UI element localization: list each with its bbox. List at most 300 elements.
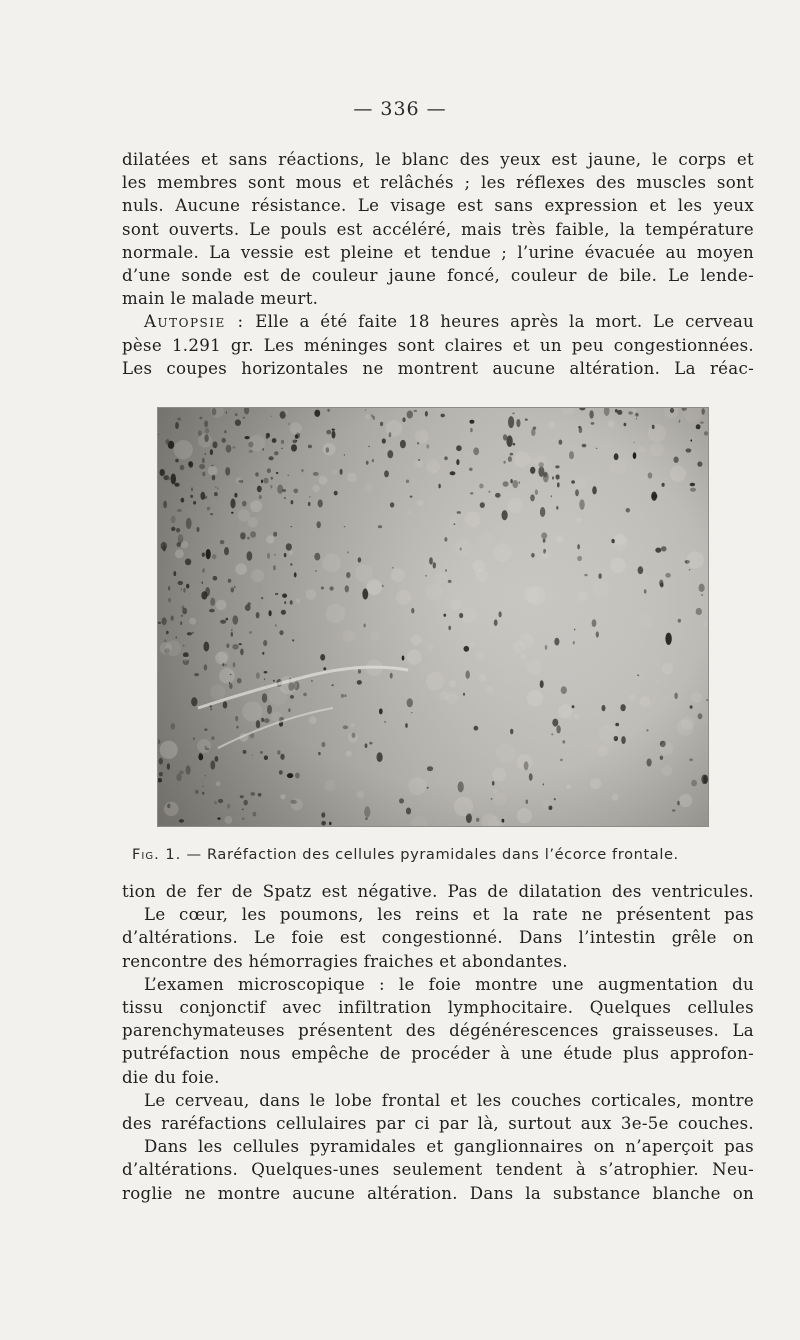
cell-speck	[291, 444, 297, 451]
cell-speck	[181, 615, 182, 617]
micrograph-figure	[158, 408, 708, 826]
cell-speck	[358, 557, 362, 562]
cell-speck	[231, 629, 233, 631]
cell-speck	[494, 619, 498, 626]
tissue-mottle	[629, 694, 636, 701]
cell-speck	[492, 781, 495, 786]
tissue-mottle	[426, 583, 443, 600]
cell-speck	[276, 472, 278, 474]
tissue-mottle	[189, 618, 196, 625]
cell-speck	[181, 588, 182, 590]
tissue-mottle	[599, 724, 618, 743]
tissue-mottle	[386, 420, 403, 437]
cell-speck	[176, 773, 181, 781]
cell-speck	[192, 632, 194, 634]
cell-speck	[202, 792, 204, 795]
cell-speck	[406, 808, 411, 815]
cell-speck	[508, 416, 514, 428]
cell-speck	[407, 698, 413, 707]
cell-speck	[174, 483, 179, 487]
cell-speck	[495, 493, 501, 498]
cell-speck	[280, 754, 284, 760]
tissue-mottle	[291, 799, 303, 811]
cell-speck	[665, 633, 671, 645]
cell-speck	[414, 410, 418, 412]
tissue-mottle	[574, 476, 586, 488]
cell-speck	[263, 478, 268, 484]
cell-speck	[696, 608, 702, 615]
text-line: sont ouverts. Le pouls est accéléré, mais très faible, la température	[122, 219, 754, 239]
cell-speck	[249, 631, 252, 634]
cell-speck	[160, 469, 165, 476]
cell-speck	[384, 721, 386, 722]
tissue-mottle	[448, 519, 458, 529]
cell-speck	[245, 436, 250, 439]
tissue-mottle	[631, 408, 637, 414]
cell-speck	[159, 772, 163, 776]
cell-speck	[410, 496, 413, 498]
tissue-mottle	[494, 543, 512, 561]
cell-speck	[242, 501, 247, 507]
cell-speck	[163, 501, 167, 509]
cell-speck	[407, 411, 413, 419]
cell-speck	[438, 484, 440, 489]
tissue-mottle	[343, 630, 356, 643]
cell-speck	[637, 674, 639, 676]
tissue-mottle	[611, 459, 627, 475]
cell-speck	[240, 795, 244, 798]
cell-speck	[448, 580, 452, 583]
tissue-mottle	[249, 435, 266, 452]
text-line: normale. La vessie est pleine et tendue ; l’urine évacuée au moyen	[122, 242, 754, 262]
cell-speck	[202, 553, 205, 557]
cell-speck	[277, 750, 280, 754]
cell-speck	[273, 532, 277, 537]
cell-speck	[551, 495, 552, 497]
cell-speck	[233, 662, 236, 667]
cell-speck	[470, 428, 473, 432]
cell-speck	[390, 502, 394, 507]
cell-speck	[281, 448, 283, 449]
cell-speck	[502, 510, 508, 520]
cell-speck	[569, 451, 574, 459]
cell-speck	[579, 499, 584, 510]
tissue-mottle	[350, 723, 355, 728]
cell-speck	[701, 594, 703, 596]
tissue-mottle	[407, 511, 411, 515]
cell-speck	[308, 445, 312, 449]
cell-speck	[251, 792, 255, 796]
text-line: putréfaction nous empêche de procéder à une étude plus approfon-	[122, 1044, 754, 1064]
tissue-mottle	[427, 644, 434, 651]
cell-speck	[426, 575, 427, 577]
text-line: d’altérations. Le foie est congestionné. Dans l’intestin grêle on	[122, 928, 754, 948]
cell-speck	[577, 556, 582, 561]
tissue-mottle	[208, 466, 218, 476]
cell-speck	[273, 565, 276, 570]
cell-speck	[340, 469, 343, 475]
cell-speck	[168, 586, 170, 590]
cell-speck	[222, 438, 226, 443]
cell-speck	[284, 497, 286, 499]
cell-speck	[204, 664, 208, 670]
cell-speck	[240, 649, 244, 656]
cell-speck	[206, 549, 211, 559]
cell-speck	[648, 472, 653, 478]
tissue-mottle	[219, 668, 235, 684]
cell-speck	[464, 646, 470, 652]
cell-speck	[226, 445, 232, 453]
text-line: roglie ne montre aucune altération. Dans la substance blanche on	[122, 1183, 754, 1203]
cell-speck	[575, 489, 579, 496]
cell-speck	[552, 476, 554, 479]
cell-speck	[347, 551, 348, 553]
cell-speck	[202, 582, 204, 584]
cell-speck	[365, 817, 368, 820]
cell-speck	[690, 705, 693, 709]
cell-speck	[555, 465, 559, 468]
tissue-mottle	[639, 614, 653, 628]
cell-speck	[402, 418, 405, 423]
cell-speck	[228, 579, 232, 583]
text-line: Le cœur, les poumons, les reins et la rate ne présentent pas	[144, 905, 754, 925]
tissue-mottle	[391, 568, 405, 582]
cell-speck	[476, 818, 479, 822]
cell-speck	[384, 470, 389, 477]
cell-speck	[466, 671, 470, 679]
cell-speck	[329, 822, 331, 825]
cell-speck	[309, 496, 311, 497]
cell-speck	[531, 553, 535, 558]
cell-speck	[341, 694, 344, 698]
micrograph-image	[158, 408, 708, 826]
cell-speck	[215, 756, 219, 762]
cell-speck	[303, 693, 307, 697]
cell-speck	[344, 526, 346, 527]
cell-speck	[185, 559, 191, 566]
cell-speck	[557, 482, 560, 487]
cell-speck	[288, 423, 290, 425]
cell-speck	[364, 624, 366, 628]
cell-speck	[647, 759, 652, 767]
figure-caption-text: — Raréfaction des cellules pyramidales dans l’écorce frontale.	[186, 846, 679, 863]
cell-speck	[473, 447, 479, 455]
tissue-mottle	[539, 575, 543, 579]
figure-label: Fig. 1.	[132, 846, 182, 863]
cell-speck	[249, 450, 253, 453]
cell-speck	[293, 489, 298, 494]
tissue-mottle	[639, 445, 646, 452]
tissue-mottle	[492, 768, 506, 782]
tissue-mottle	[650, 442, 664, 456]
cell-speck	[179, 819, 184, 823]
cell-speck	[308, 502, 311, 506]
tissue-mottle	[493, 789, 497, 793]
cell-speck	[427, 787, 429, 789]
tissue-mottle	[479, 532, 492, 545]
text-line: L’examen microscopique : le foie montre une augmentation du	[144, 974, 754, 994]
tissue-mottle	[460, 607, 477, 624]
cell-speck	[598, 573, 601, 579]
cell-speck	[380, 422, 383, 426]
cell-speck	[700, 422, 704, 424]
cell-speck	[264, 718, 270, 723]
cell-speck	[239, 643, 242, 645]
cell-speck	[235, 419, 241, 426]
cell-speck	[596, 448, 598, 449]
cell-speck	[287, 773, 293, 778]
cell-speck	[615, 723, 619, 727]
cell-speck	[399, 798, 404, 803]
figure-caption	[132, 846, 752, 863]
tissue-mottle	[526, 659, 541, 674]
tissue-mottle	[197, 739, 211, 753]
tissue-mottle	[677, 720, 693, 736]
cell-speck	[405, 723, 408, 728]
tissue-mottle	[450, 599, 461, 610]
cell-speck	[321, 587, 324, 590]
cell-speck	[252, 755, 253, 756]
cell-speck	[480, 502, 485, 508]
tissue-mottle	[514, 451, 530, 467]
cell-speck	[225, 467, 230, 476]
cell-speck	[456, 445, 462, 451]
cell-speck	[193, 501, 196, 505]
cell-speck	[679, 420, 681, 423]
cell-speck	[291, 526, 292, 527]
cell-speck	[171, 516, 176, 524]
cell-speck	[402, 656, 405, 661]
cell-speck	[573, 641, 575, 644]
cell-speck	[516, 419, 520, 427]
cell-speck	[273, 680, 275, 682]
cell-speck	[578, 426, 580, 428]
tissue-mottle	[465, 512, 481, 528]
cell-speck	[171, 723, 175, 729]
text-line: rencontre des hémorragies fraiches et abondantes.	[122, 951, 568, 971]
cell-speck	[242, 818, 245, 820]
cell-speck	[696, 424, 701, 429]
cell-speck	[218, 799, 223, 803]
cell-speck	[178, 581, 184, 585]
tissue-mottle	[165, 640, 181, 656]
cell-speck	[210, 513, 213, 515]
cell-speck	[633, 442, 635, 443]
cell-speck	[264, 678, 265, 680]
cell-speck	[177, 509, 182, 512]
cell-speck	[644, 589, 647, 593]
cell-speck	[368, 446, 369, 447]
cell-speck	[199, 417, 202, 420]
cell-speck	[513, 443, 516, 446]
cell-speck	[662, 483, 665, 487]
tissue-mottle	[577, 518, 582, 523]
tissue-mottle	[181, 541, 189, 549]
tissue-mottle	[435, 572, 447, 584]
paragraph-top	[122, 148, 754, 380]
cell-speck	[243, 750, 247, 754]
tissue-mottle	[407, 650, 422, 665]
cell-speck	[686, 448, 692, 452]
tissue-mottle	[415, 459, 424, 468]
cell-speck	[176, 636, 177, 638]
tissue-mottle	[479, 674, 486, 681]
tissue-mottle	[225, 816, 233, 824]
cell-speck	[253, 812, 257, 817]
text-line: Dans les cellules pyramidales et ganglionnaires on n’aperçoit pas	[144, 1137, 754, 1157]
cell-speck	[589, 410, 593, 418]
cell-speck	[261, 597, 263, 599]
cell-speck	[646, 729, 648, 731]
cell-speck	[426, 444, 429, 448]
cell-speck	[199, 464, 205, 469]
cell-speck	[290, 695, 294, 699]
cell-speck	[190, 495, 193, 498]
cell-speck	[224, 547, 229, 555]
cell-speck	[286, 543, 292, 550]
cell-speck	[633, 452, 637, 459]
cell-speck	[444, 456, 448, 460]
cell-speck	[320, 654, 325, 661]
cell-speck	[290, 600, 293, 604]
cell-speck	[162, 617, 167, 625]
cell-speck	[288, 475, 289, 477]
tissue-mottle	[215, 652, 228, 665]
cell-speck	[373, 416, 375, 420]
cell-speck	[450, 471, 456, 475]
cell-speck	[540, 680, 544, 688]
tissue-mottle	[517, 808, 532, 823]
cell-speck	[617, 410, 622, 415]
cell-speck	[690, 488, 696, 492]
tissue-mottle	[513, 641, 525, 653]
cell-speck	[290, 563, 292, 566]
cell-speck	[400, 440, 406, 448]
cell-speck	[274, 451, 279, 455]
tissue-mottle	[496, 744, 515, 763]
cell-speck	[263, 640, 267, 646]
cell-speck	[294, 572, 297, 577]
cell-speck	[260, 751, 263, 754]
cell-speck	[491, 798, 493, 800]
cell-speck	[332, 429, 335, 431]
cell-speck	[334, 491, 338, 496]
cell-speck	[167, 763, 170, 770]
cell-speck	[678, 619, 681, 623]
tissue-mottle	[366, 579, 382, 595]
tissue-mottle	[590, 778, 601, 789]
cell-speck	[321, 742, 325, 747]
cell-speck	[624, 423, 627, 427]
tissue-mottle	[556, 535, 564, 543]
cell-speck	[344, 454, 345, 456]
tissue-mottle	[508, 498, 523, 513]
text-line: parenchymateuses présentent des dégénérescences graisseuses. La	[122, 1021, 754, 1041]
cell-speck	[171, 616, 174, 621]
cell-speck	[281, 610, 286, 615]
cell-speck	[364, 806, 370, 817]
text-line: d’une sonde est de couleur jaune foncé, couleur de bile. Le lende-	[122, 266, 754, 286]
cell-speck	[463, 693, 465, 696]
tissue-mottle	[216, 781, 221, 786]
cell-speck	[674, 693, 677, 699]
cell-speck	[293, 440, 297, 444]
cell-speck	[441, 414, 445, 418]
tissue-mottle	[309, 716, 317, 724]
cell-speck	[229, 683, 232, 689]
cell-speck	[584, 574, 587, 576]
cell-speck	[323, 667, 326, 670]
cell-speck	[660, 756, 663, 760]
cell-speck	[264, 671, 268, 673]
cell-speck	[214, 492, 218, 496]
cell-speck	[652, 494, 658, 499]
text-line: dilatées et sans réactions, le blanc des yeux est jaune, le corps et	[122, 150, 754, 169]
cell-speck	[592, 486, 597, 494]
cell-speck	[378, 525, 382, 528]
tissue-mottle	[454, 797, 473, 816]
tissue-mottle	[470, 642, 475, 647]
cell-speck	[237, 678, 242, 683]
tissue-mottle	[210, 685, 225, 700]
cell-speck	[318, 499, 323, 507]
tissue-mottle	[475, 569, 488, 582]
cell-speck	[256, 672, 260, 679]
tissue-mottle	[670, 466, 686, 482]
text-line: Elle a été faite 18 heures après la mort. Le cerveau	[255, 312, 755, 332]
cell-speck	[620, 704, 625, 711]
cell-speck	[214, 801, 217, 804]
cell-speck	[317, 521, 321, 528]
tissue-mottle	[370, 632, 379, 641]
tissue-mottle	[198, 434, 212, 448]
tissue-mottle	[535, 455, 548, 468]
cell-speck	[510, 479, 512, 483]
cell-speck	[506, 435, 512, 447]
cell-speck	[699, 584, 705, 592]
cell-speck	[267, 468, 271, 473]
tissue-mottle	[238, 509, 250, 521]
cell-speck	[220, 620, 226, 624]
tissue-mottle	[365, 484, 373, 492]
cell-speck	[346, 572, 350, 578]
tissue-mottle	[289, 551, 293, 555]
cell-speck	[556, 506, 558, 510]
cell-speck	[259, 495, 262, 499]
cell-speck	[159, 758, 163, 765]
cell-speck	[365, 409, 366, 411]
tissue-mottle	[415, 430, 429, 444]
cell-speck	[171, 474, 176, 485]
cell-speck	[161, 542, 167, 550]
cell-speck	[288, 708, 290, 712]
tissue-mottle	[164, 802, 179, 817]
cell-speck	[691, 780, 697, 787]
cell-speck	[209, 609, 215, 613]
cell-speck	[544, 472, 547, 477]
cell-speck	[210, 598, 215, 606]
cell-speck	[212, 554, 217, 559]
tissue-mottle	[290, 422, 302, 434]
cell-speck	[284, 601, 286, 604]
tissue-mottle	[251, 569, 264, 582]
cell-speck	[173, 571, 176, 576]
cell-speck	[636, 418, 637, 420]
page-number: — 336 —	[353, 98, 447, 120]
cell-speck	[247, 551, 253, 560]
cell-speck	[503, 461, 505, 464]
cell-speck	[427, 766, 433, 771]
